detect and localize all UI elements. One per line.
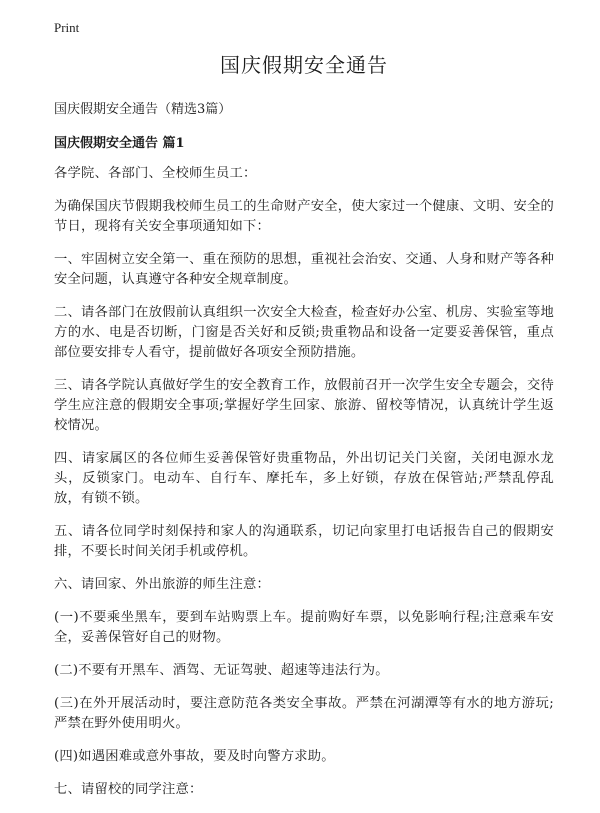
page-title: 国庆假期安全通告 xyxy=(220,53,388,77)
paragraph-item-3: 三、请各学院认真做好学生的安全教育工作，放假前召开一次学生安全专题会，交待学生应注意的假期安全事项;掌握好学生回家、旅游、留校等情况，认真统计学生返校情况。 xyxy=(54,378,554,433)
paragraph-sub-4: (四)如遇困难或意外事故，要及时向警方求助。 xyxy=(54,749,335,764)
paragraph-intro: 为确保国庆节假期我校师生员工的生命财产安全，使大家过一个健康、文明、安全的节日，现将有关安全事项通知如下： xyxy=(54,199,554,234)
section-heading: 国庆假期安全通告 篇1 xyxy=(54,136,185,151)
paragraph-item-2: 二、请各部门在放假前认真组织一次安全大检查，检查好办公室、机房、实验室等地方的水、电是否切断，门窗是否关好和反锁;贵重物品和设备一定要妥善保管，重点部位要安排专人看守，提前做好各项安全预防措施。 xyxy=(54,305,554,360)
paragraph-item-4: 四、请家属区的各位师生妥善保管好贵重物品，外出切记关门关窗，关闭电源水龙头，反锁家门。电动车、自行车、摩托车，多上好锁，存放在保管站;严禁乱停乱放，有锁不锁。 xyxy=(54,451,554,506)
paragraph-item-5: 五、请各位同学时刻保持和家人的沟通联系，切记向家里打电话报告自己的假期安排，不要长时间关闭手机或停机。 xyxy=(54,524,554,559)
print-link[interactable]: Print xyxy=(54,20,80,35)
document-subtitle: 国庆假期安全通告（精选3篇） xyxy=(54,102,232,117)
paragraph-sub-2: (二)不要有开黑车、酒驾、无证驾驶、超速等违法行为。 xyxy=(54,663,389,678)
paragraph-item-6: 六、请回家、外出旅游的师生注意： xyxy=(54,577,270,592)
paragraph-item-7: 七、请留校的同学注意： xyxy=(54,782,203,797)
document-body xyxy=(54,52,554,813)
paragraph-sub-3: (三)在外开展活动时，要注意防范各类安全事故。严禁在河湖潭等有水的地方游玩;严禁在野外使用明火。 xyxy=(54,696,554,731)
paragraph-sub-1: (一)不要乘坐黑车，要到车站购票上车。提前购好车票，以免影响行程;注意乘车安全，妥善保管好自己的财物。 xyxy=(54,610,554,645)
paragraph-item-1: 一、牢固树立安全第一、重在预防的思想，重视社会治安、交通、人身和财产等各种安全问题，认真遵守各种安全规章制度。 xyxy=(54,252,554,287)
paragraph-salutation: 各学院、各部门、全校师生员工： xyxy=(54,166,257,181)
